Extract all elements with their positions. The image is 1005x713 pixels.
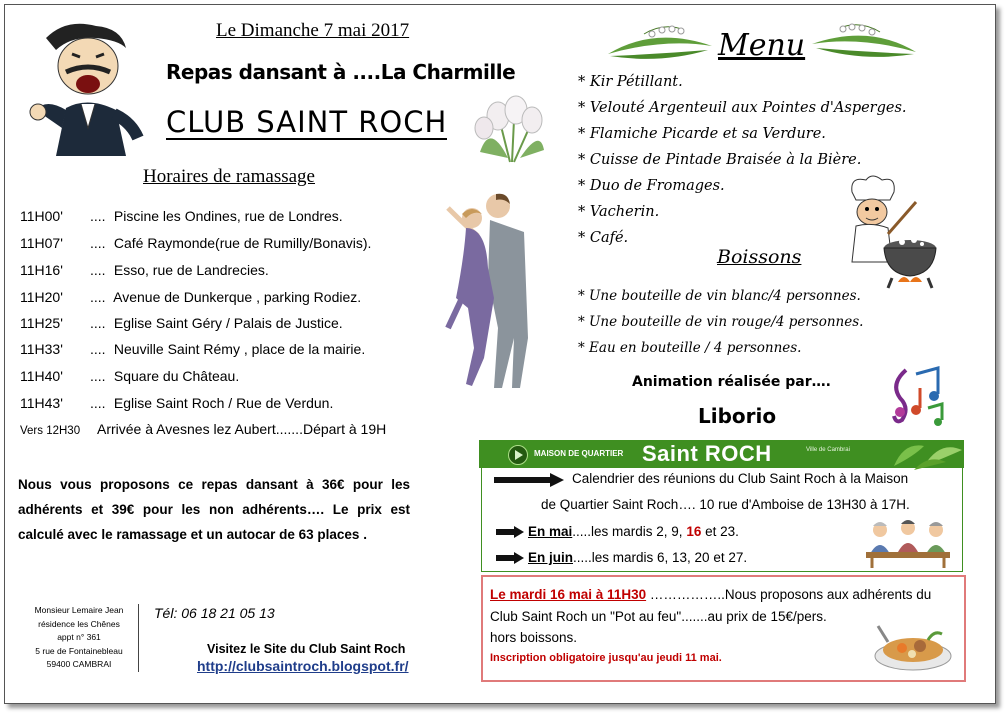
tulips-illustration [470, 92, 552, 164]
play-icon [508, 445, 528, 465]
contact-line: Monsieur Lemaire Jean [34, 605, 124, 615]
visit-site-label: Visitez le Site du Club Saint Roch [207, 642, 406, 656]
pickup-stop-8: 11H43' .... Eglise Saint Roch / Rue de Verdun. [20, 395, 334, 411]
pickup-stop-7: 11H40' .... Square du Château. [20, 368, 240, 384]
pickup-stop-1: 11H00' .... Piscine les Ondines, rue de Londres. [20, 208, 343, 224]
menu-item: * Duo de Fromages. [578, 178, 725, 194]
lily-of-the-valley-right [808, 18, 920, 64]
pot-au-feu-line-3: hors boissons. [490, 630, 578, 645]
pickup-stop-3: 11H16' .... Esso, rue de Landrecies. [20, 262, 269, 278]
animator-name: Liborio [698, 404, 777, 428]
contact-address [20, 604, 139, 672]
inscription-note: Inscription obligatoire jusqu'au jeudi 11 mai. [490, 652, 722, 664]
dancers-illustration [428, 188, 548, 393]
arrow-right-icon [494, 473, 564, 487]
pickup-stop-6: 11H33' .... Neuville Saint Rémy , place de la mairie. [20, 341, 366, 357]
calendar-line-1: Calendrier des réunions du Club Saint Roch à la Maison [572, 471, 909, 486]
menu-item: * Kir Pétillant. [578, 74, 683, 90]
arrival-line: Vers 12H30 Arrivée à Avesnes lez Aubert.......Départ à 19H [20, 421, 387, 437]
arrow-right-icon [496, 526, 524, 538]
menu-item: * Velouté Argenteuil aux Pointes d'Asperges. [578, 100, 907, 116]
event-date: Le Dimanche 7 mai 2017 [216, 20, 410, 41]
calendar-mai: En mai.....les mardis 2, 9, 16 et 23. [528, 524, 739, 539]
contact-line: résidence les Chênes [38, 618, 120, 629]
lily-of-the-valley-left [604, 20, 716, 66]
arrow-right-icon [496, 552, 524, 564]
contact-line: appt n° 361 [57, 632, 101, 642]
offer-paragraph: Nous vous proposons ce repas dansant à 36€ pour les adhérents et 39€ pour les non adhérents…. Le prix est calculé avec le ramassage et un autocar de 63 places . [18, 477, 410, 542]
website-link[interactable]: http://clubsaintroch.blogspot.fr/ [197, 658, 409, 674]
telephone: Tél: 06 18 21 05 13 [154, 605, 275, 621]
menu-title: Menu [718, 28, 806, 63]
pickup-stop-4: 11H20' .... Avenue de Dunkerque , parking Rodiez. [20, 289, 362, 305]
boissons-title: Boissons [717, 246, 802, 268]
menu-item: * Flamiche Picarde et sa Verdure. [578, 126, 826, 142]
horaires-title: Horaires de ramassage [143, 166, 315, 187]
drink-item: * Une bouteille de vin blanc/4 personnes. [578, 288, 861, 304]
pot-au-feu-illustration [872, 616, 954, 674]
banner-ville-label: Ville de Cambrai [806, 447, 850, 453]
animation-label: Animation réalisée par…. [632, 374, 831, 390]
music-notes-icon [886, 364, 946, 428]
pot-au-feu-line-2: Club Saint Roch un "Pot au feu".......au prix de 15€/pers. [490, 609, 827, 624]
calendar-juin: En juin.....les mardis 6, 13, 20 et 27. [528, 550, 748, 565]
contact-line: 59400 CAMBRAI [46, 659, 112, 669]
drink-item: * Eau en bouteille / 4 personnes. [578, 340, 802, 356]
singer-illustration [26, 18, 148, 158]
pickup-stop-2: 11H07' .... Café Raymonde(rue de Rumilly/Bonavis). [20, 235, 372, 251]
pickup-stop-5: 11H25' .... Eglise Saint Géry / Palais de Justice. [20, 315, 343, 331]
contact-line: 5 rue de Fontainebleau [35, 645, 123, 656]
calendar-line-2: de Quartier Saint Roch…. 10 rue d'Amboise de 13H30 à 17H. [541, 497, 910, 512]
drink-item: * Une bouteille de vin rouge/4 personnes. [578, 314, 864, 330]
menu-item: * Cuisse de Pintade Braisée à la Bière. [578, 152, 862, 168]
banner-title: Saint ROCH [642, 441, 772, 466]
club-title: CLUB SAINT ROCH [166, 105, 448, 139]
menu-item: * Café. [578, 230, 629, 246]
chef-illustration [832, 174, 944, 290]
meeting-table-illustration [862, 516, 954, 568]
menu-item: * Vacherin. [578, 204, 660, 220]
banner-maison-label: MAISON DE QUARTIER [534, 449, 624, 458]
repas-dansant-heading: Repas dansant à ....La Charmille [166, 60, 516, 84]
pot-au-feu-line-1: Le mardi 16 mai à 11H30 ……………..Nous proposons aux adhérents du [490, 587, 932, 602]
